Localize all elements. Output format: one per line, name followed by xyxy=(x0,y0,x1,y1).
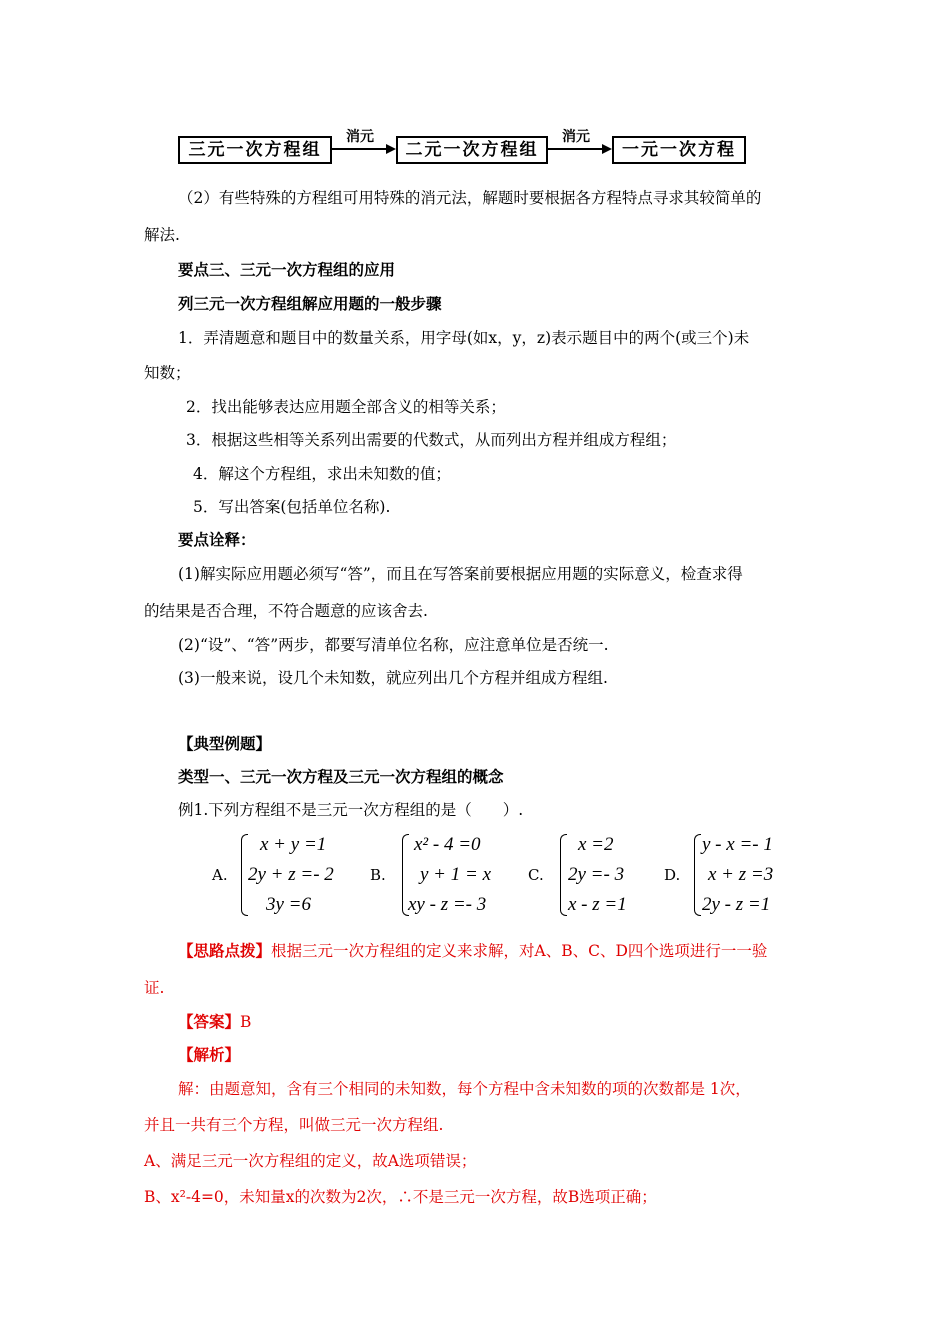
option-c-label: C. xyxy=(528,866,544,884)
flow-arrow-head-2 xyxy=(602,144,612,154)
note-1-line-2: 的结果是否合理，不符合题意的应该舍去. xyxy=(144,602,428,620)
option-a-eq-1: x + y =1 xyxy=(260,834,327,855)
hint-line-1 xyxy=(178,939,767,961)
flow-arrow-head-1 xyxy=(386,144,396,154)
option-b-eq-2: y + 1 = x xyxy=(420,864,492,885)
solution-line-2: 并且一共有三个方程，叫做三元一次方程组. xyxy=(144,1116,444,1134)
option-b-eq-1: x² - 4 =0 xyxy=(414,834,481,855)
option-d-eq-2: x + z =3 xyxy=(708,864,774,885)
option-c-eq-1: x =2 xyxy=(578,834,614,855)
option-d-label: D. xyxy=(664,866,681,884)
option-c-eq-3: x - z =1 xyxy=(568,894,627,915)
intro-line-2: 解法. xyxy=(144,226,180,244)
option-a-eq-3: 3y =6 xyxy=(266,894,312,915)
flow-arrow-label-1: 消元 xyxy=(346,129,374,145)
answer-value: B xyxy=(240,1013,252,1031)
type-1-title: 类型一、三元一次方程及三元一次方程组的概念 xyxy=(178,768,504,786)
option-c-brace xyxy=(560,834,567,916)
option-a-brace xyxy=(241,834,248,916)
hint-text: 根据三元一次方程组的定义来求解，对A、B、C、D四个选项进行一一验 xyxy=(271,942,768,960)
flow-box-three-variable: 三元一次方程组 xyxy=(178,136,332,164)
section-3-title: 要点三、三元一次方程组的应用 xyxy=(178,261,396,279)
option-b-eq-3: xy - z =- 3 xyxy=(408,894,487,915)
option-a-eq-2: 2y + z =- 2 xyxy=(248,864,334,885)
flow-box-two-variable: 二元一次方程组 xyxy=(396,136,548,164)
step-2: 2．找出能够表达应用题全部含义的相等关系； xyxy=(186,398,506,416)
section-3-subtitle: 列三元一次方程组解应用题的一般步骤 xyxy=(178,295,442,313)
step-1-line-2: 知数； xyxy=(144,364,191,382)
intro-line-1: （2）有些特殊的方程组可用特殊的消元法，解题时要根据各方程特点寻求其较简单的 xyxy=(178,189,762,207)
step-3: 3．根据这些相等关系列出需要的代数式，从而列出方程并组成方程组； xyxy=(186,431,677,449)
note-3: (3)一般来说，设几个未知数，就应列出几个方程并组成方程组. xyxy=(178,669,608,687)
example-1-question: 例1.下列方程组不是三元一次方程组的是（ ）. xyxy=(178,801,524,819)
solution-line-4: B、x²-4=0，未知量x的次数为2次，∴不是三元一次方程，故B选项正确； xyxy=(144,1188,657,1206)
note-2: (2)“设”、“答”两步，都要写清单位名称，应注意单位是否统一. xyxy=(178,636,609,654)
option-d-eq-1: y - x =- 1 xyxy=(702,834,773,855)
answer-line xyxy=(178,1010,251,1032)
solution-line-3: A、满足三元一次方程组的定义，故A选项错误； xyxy=(144,1152,477,1170)
note-1-line-1: (1)解实际应用题必须写“答”，而且在写答案前要根据应用题的实际意义，检查求得 xyxy=(178,565,743,583)
step-1-line-1: 1．弄清题意和题目中的数量关系，用字母(如x，y，z)表示题目中的两个(或三个)未 xyxy=(178,329,750,347)
step-5: 5．写出答案(包括单位名称). xyxy=(193,498,391,516)
hint-line-2: 证. xyxy=(144,979,165,997)
notes-title: 要点诠释： xyxy=(178,531,256,549)
option-c-eq-2: 2y =- 3 xyxy=(568,864,625,885)
flow-arrow-2 xyxy=(548,148,602,150)
option-b-label: B. xyxy=(370,866,386,884)
option-d-eq-3: 2y - z =1 xyxy=(702,894,771,915)
flow-arrow-1 xyxy=(332,148,386,150)
examples-header: 【典型例题】 xyxy=(178,735,272,753)
answer-tag: 【答案】 xyxy=(178,1013,241,1031)
option-a-label: A. xyxy=(212,866,228,884)
flow-arrow-label-2: 消元 xyxy=(562,129,590,145)
solution-line-1: 解：由题意知，含有三个相同的未知数，每个方程中含未知数的项的次数都是 1次， xyxy=(178,1080,751,1098)
hint-tag: 【思路点拨】 xyxy=(178,942,272,960)
flow-box-one-variable: 一元一次方程 xyxy=(612,136,746,164)
analysis-tag: 【解析】 xyxy=(178,1046,241,1064)
step-4: 4．解这个方程组，求出未知数的值； xyxy=(193,465,451,483)
option-d-brace xyxy=(694,834,701,916)
